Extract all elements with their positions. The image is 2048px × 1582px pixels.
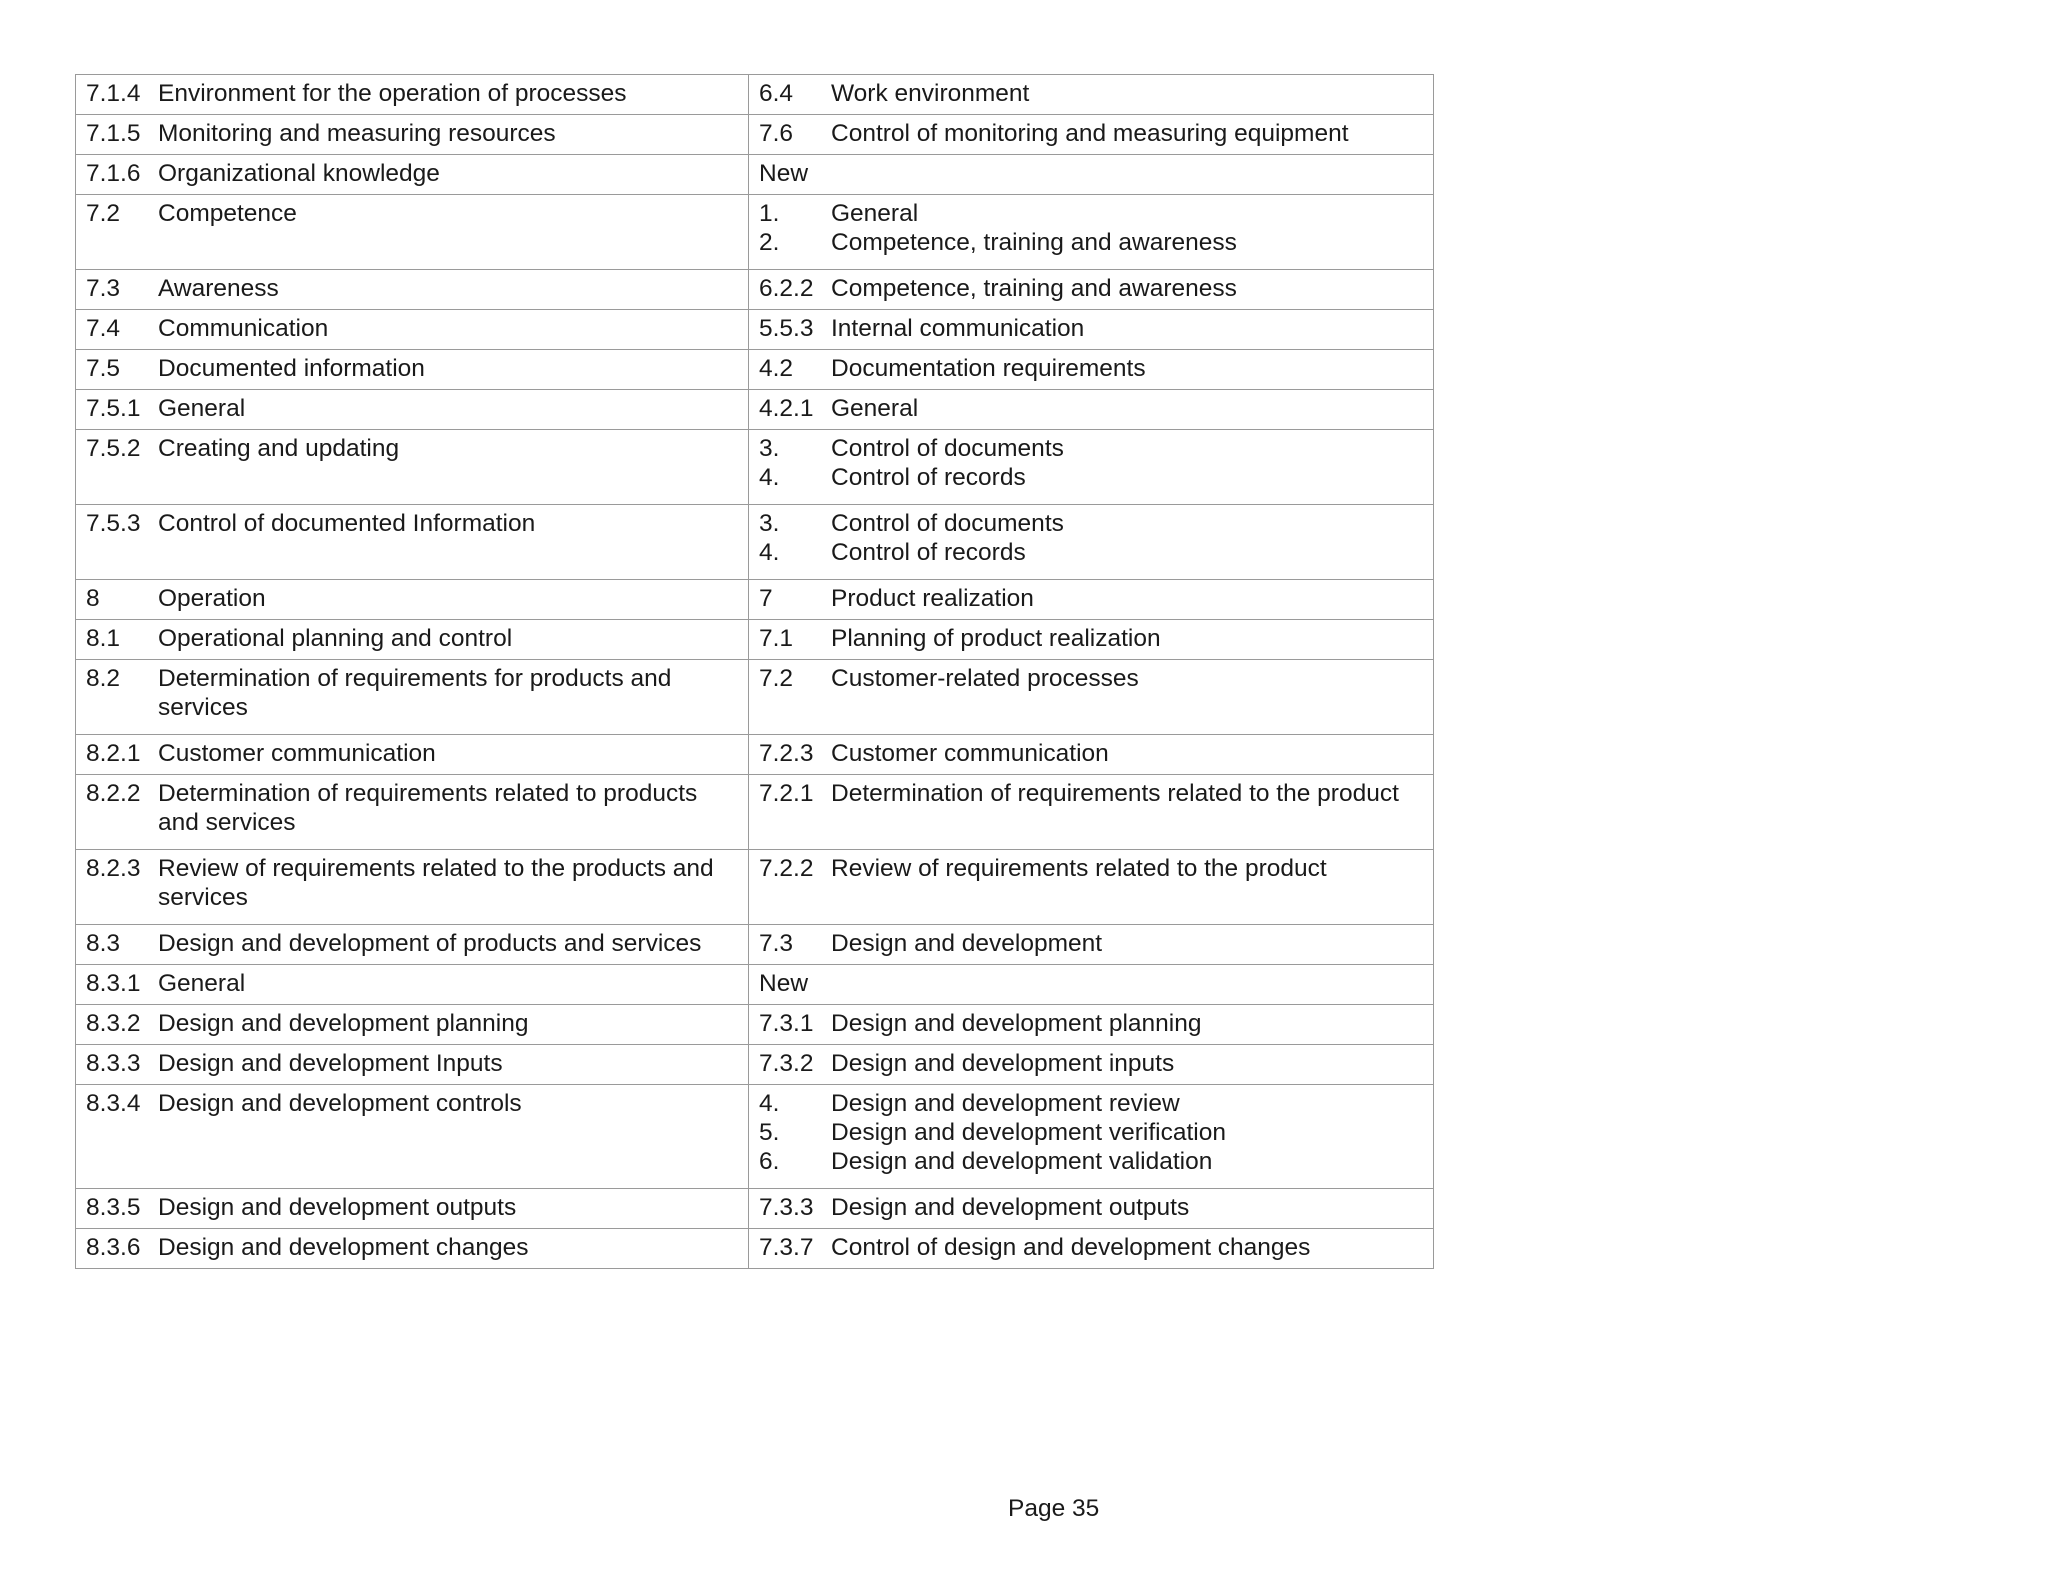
- clause-number: 4.: [759, 464, 780, 491]
- clause-title: Customer communication: [831, 740, 1109, 767]
- table-row: [76, 350, 1434, 390]
- table-row: [76, 925, 1434, 965]
- clause-title: Determination of requirements related to products and services: [158, 780, 698, 836]
- table-row: [76, 775, 1434, 850]
- new-clause-cell: [76, 1005, 749, 1045]
- clause-title: Control of documents: [831, 435, 1064, 462]
- clause-number: 3.: [759, 510, 780, 537]
- clause-entry: [86, 1193, 738, 1222]
- clause-number: 7.5.3: [86, 510, 141, 537]
- table-row: [76, 505, 1434, 580]
- clause-entry: [759, 969, 1423, 998]
- old-clause-cell: [749, 580, 1434, 620]
- clause-entry: [86, 969, 738, 998]
- clause-title: Work environment: [831, 80, 1030, 107]
- clause-number: 8.2.3: [86, 855, 141, 882]
- old-clause-cell: [749, 1189, 1434, 1229]
- clause-title: Competence, training and awareness: [831, 229, 1237, 256]
- clause-correlation-table: [75, 74, 1434, 1269]
- clause-title: Design and development Inputs: [158, 1050, 503, 1077]
- clause-entry: [759, 463, 1423, 492]
- clause-number: 7.3.7: [759, 1234, 814, 1261]
- clause-number: 4.2.1: [759, 395, 814, 422]
- clause-entry: [759, 119, 1423, 148]
- clause-entry: [759, 584, 1423, 613]
- table-row: [76, 1229, 1434, 1269]
- clause-title: Planning of product realization: [831, 625, 1161, 652]
- clause-title: Internal communication: [831, 315, 1085, 342]
- clause-number: 8.3.6: [86, 1234, 141, 1261]
- clause-number: 7.3.2: [759, 1050, 814, 1077]
- new-clause-cell: [76, 1085, 749, 1189]
- clause-title: Control of documented Information: [158, 510, 536, 537]
- old-clause-cell: [749, 310, 1434, 350]
- table-row: [76, 1085, 1434, 1189]
- new-clause-cell: [76, 350, 749, 390]
- clause-title: Operational planning and control: [158, 625, 513, 652]
- table-row: [76, 310, 1434, 350]
- clause-title: Design and development planning: [158, 1010, 529, 1037]
- clause-title: Communication: [158, 315, 329, 342]
- clause-title: Competence, training and awareness: [831, 275, 1237, 302]
- clause-number: 2.: [759, 229, 780, 256]
- clause-number: 7.5.1: [86, 395, 141, 422]
- clause-title: Design and development outputs: [831, 1194, 1190, 1221]
- clause-entry: [759, 538, 1423, 567]
- page-number: Page 35: [1008, 1495, 1100, 1522]
- clause-number: 8.3.2: [86, 1010, 141, 1037]
- old-clause-cell: [749, 390, 1434, 430]
- new-clause-cell: [76, 965, 749, 1005]
- clause-entry: [86, 119, 738, 148]
- clause-number: 7.2: [86, 200, 121, 227]
- clause-title: Awareness: [158, 275, 279, 302]
- clause-number: 7: [759, 585, 773, 612]
- new-clause-cell: [76, 505, 749, 580]
- old-clause-cell: [749, 620, 1434, 660]
- clause-title: Customer-related processes: [831, 665, 1139, 692]
- new-clause-cell: [76, 310, 749, 350]
- clause-number: 7.3: [86, 275, 121, 302]
- clause-entry: [86, 199, 738, 228]
- clause-entry: [759, 1193, 1423, 1222]
- clause-title: Design and development outputs: [158, 1194, 517, 1221]
- clause-number: 5.: [759, 1119, 780, 1146]
- clause-number: 4.2: [759, 355, 794, 382]
- old-clause-cell: [749, 195, 1434, 270]
- table-row: [76, 115, 1434, 155]
- new-clause-cell: [76, 1229, 749, 1269]
- clause-title: Review of requirements related to the products and services: [158, 855, 714, 911]
- clause-number: 8.2.2: [86, 780, 141, 807]
- clause-title: General: [831, 395, 919, 422]
- new-clause-cell: [76, 155, 749, 195]
- clause-title: General: [831, 200, 919, 227]
- old-clause-cell: [749, 965, 1434, 1005]
- old-clause-cell: [749, 850, 1434, 925]
- table-row: [76, 155, 1434, 195]
- table-row: [76, 270, 1434, 310]
- table-row: [76, 195, 1434, 270]
- clause-number: 7.5.2: [86, 435, 141, 462]
- clause-number: 8.3.4: [86, 1090, 141, 1117]
- clause-title: Monitoring and measuring resources: [158, 120, 556, 147]
- clause-number: 7.3: [759, 930, 794, 957]
- clause-entry: [86, 1233, 738, 1262]
- clause-title: Documented information: [158, 355, 425, 382]
- clause-title: Customer communication: [158, 740, 436, 767]
- clause-number: New: [759, 160, 809, 187]
- table-row: [76, 580, 1434, 620]
- clause-title: Control of monitoring and measuring equipment: [831, 120, 1349, 147]
- clause-number: 8.3.5: [86, 1194, 141, 1221]
- clause-title: Documentation requirements: [831, 355, 1146, 382]
- clause-number: 7.5: [86, 355, 121, 382]
- table-row: [76, 430, 1434, 505]
- clause-entry: [759, 1089, 1423, 1118]
- clause-number: 6.4: [759, 80, 794, 107]
- clause-title: [831, 159, 1423, 188]
- clause-entry: [86, 274, 738, 303]
- clause-entry: [759, 929, 1423, 958]
- clause-entry: [86, 314, 738, 343]
- clause-title: Organizational knowledge: [158, 160, 440, 187]
- clause-number: 8.1: [86, 625, 121, 652]
- clause-number: 7.2.3: [759, 740, 814, 767]
- clause-number: 7.1.5: [86, 120, 141, 147]
- clause-title: Product realization: [831, 585, 1034, 612]
- clause-entry: [759, 1009, 1423, 1038]
- clause-number: 8.3: [86, 930, 121, 957]
- clause-title: General: [158, 970, 246, 997]
- clause-entry: [759, 664, 1423, 693]
- clause-entry: [759, 1049, 1423, 1078]
- table-row: [76, 75, 1434, 115]
- clause-number: 7.1: [759, 625, 794, 652]
- new-clause-cell: [76, 390, 749, 430]
- table-row: [76, 1045, 1434, 1085]
- table-row: [76, 1005, 1434, 1045]
- clause-entry: [86, 929, 738, 958]
- new-clause-cell: [76, 1045, 749, 1085]
- clause-entry: [86, 79, 738, 108]
- clause-entry: [86, 354, 738, 383]
- clause-entry: [86, 159, 738, 188]
- clause-title: Design and development of products and services: [158, 930, 702, 957]
- old-clause-cell: [749, 350, 1434, 390]
- old-clause-cell: [749, 505, 1434, 580]
- table-body: [76, 75, 1434, 1269]
- clause-entry: [86, 509, 738, 538]
- clause-title: Operation: [158, 585, 266, 612]
- clause-entry: [759, 79, 1423, 108]
- new-clause-cell: [76, 1189, 749, 1229]
- table-row: [76, 660, 1434, 735]
- old-clause-cell: [749, 1005, 1434, 1045]
- clause-entry: [86, 779, 738, 837]
- clause-entry: [86, 1049, 738, 1078]
- clause-entry: [759, 739, 1423, 768]
- clause-number: 8.2.1: [86, 740, 141, 767]
- clause-number: 4.: [759, 1090, 780, 1117]
- clause-title: Competence: [158, 200, 297, 227]
- clause-number: 7.6: [759, 120, 794, 147]
- clause-number: 8: [86, 585, 100, 612]
- old-clause-cell: [749, 1085, 1434, 1189]
- clause-title: Determination of requirements related to the product: [831, 780, 1399, 807]
- clause-title: Control of design and development changes: [831, 1234, 1311, 1261]
- clause-title: Design and development planning: [831, 1010, 1202, 1037]
- clause-entry: [759, 354, 1423, 383]
- clause-number: 7.4: [86, 315, 121, 342]
- new-clause-cell: [76, 620, 749, 660]
- old-clause-cell: [749, 925, 1434, 965]
- new-clause-cell: [76, 270, 749, 310]
- clause-number: 1.: [759, 200, 780, 227]
- clause-number: 7.3.1: [759, 1010, 814, 1037]
- clause-entry: [86, 739, 738, 768]
- table-row: [76, 390, 1434, 430]
- clause-title: Design and development validation: [831, 1148, 1213, 1175]
- clause-entry: [86, 394, 738, 423]
- new-clause-cell: [76, 775, 749, 850]
- clause-entry: [86, 584, 738, 613]
- old-clause-cell: [749, 735, 1434, 775]
- new-clause-cell: [76, 850, 749, 925]
- old-clause-cell: [749, 775, 1434, 850]
- table-row: [76, 1189, 1434, 1229]
- clause-number: 8.3.1: [86, 970, 141, 997]
- clause-entry: [759, 1233, 1423, 1262]
- clause-entry: [759, 314, 1423, 343]
- table-row: [76, 735, 1434, 775]
- old-clause-cell: [749, 270, 1434, 310]
- clause-number: 7.2.1: [759, 780, 814, 807]
- table-row: [76, 620, 1434, 660]
- new-clause-cell: [76, 735, 749, 775]
- clause-entry: [759, 624, 1423, 653]
- clause-number: 6.2.2: [759, 275, 814, 302]
- clause-title: [831, 969, 1423, 998]
- clause-number: 7.1.4: [86, 80, 141, 107]
- clause-title: Control of records: [831, 539, 1026, 566]
- clause-entry: [86, 854, 738, 912]
- clause-entry: [86, 1009, 738, 1038]
- clause-number: 8.2: [86, 665, 121, 692]
- clause-number: New: [759, 970, 809, 997]
- clause-entry: [86, 664, 738, 722]
- clause-title: Design and development controls: [158, 1090, 522, 1117]
- clause-title: Creating and updating: [158, 435, 400, 462]
- clause-title: Control of records: [831, 464, 1026, 491]
- new-clause-cell: [76, 580, 749, 620]
- clause-title: Environment for the operation of processes: [158, 80, 627, 107]
- clause-entry: [86, 434, 738, 463]
- new-clause-cell: [76, 75, 749, 115]
- clause-title: Design and development changes: [158, 1234, 529, 1261]
- clause-number: 5.5.3: [759, 315, 814, 342]
- clause-title: Determination of requirements for products and services: [158, 665, 672, 721]
- clause-entry: [759, 394, 1423, 423]
- clause-number: 7.3.3: [759, 1194, 814, 1221]
- new-clause-cell: [76, 115, 749, 155]
- clause-number: 7.2: [759, 665, 794, 692]
- clause-entry: [759, 199, 1423, 228]
- table-row: [76, 965, 1434, 1005]
- old-clause-cell: [749, 430, 1434, 505]
- clause-number: 7.1.6: [86, 160, 141, 187]
- old-clause-cell: [749, 1045, 1434, 1085]
- clause-title: Control of documents: [831, 510, 1064, 537]
- new-clause-cell: [76, 925, 749, 965]
- old-clause-cell: [749, 155, 1434, 195]
- clause-entry: [759, 159, 1423, 188]
- clause-number: 4.: [759, 539, 780, 566]
- old-clause-cell: [749, 115, 1434, 155]
- old-clause-cell: [749, 1229, 1434, 1269]
- clause-entry: [759, 434, 1423, 463]
- clause-entry: [86, 624, 738, 653]
- new-clause-cell: [76, 660, 749, 735]
- clause-title: General: [158, 395, 246, 422]
- clause-entry: [759, 509, 1423, 538]
- clause-title: Design and development inputs: [831, 1050, 1175, 1077]
- clause-title: Design and development verification: [831, 1119, 1226, 1146]
- clause-number: 8.3.3: [86, 1050, 141, 1077]
- clause-number: 3.: [759, 435, 780, 462]
- clause-entry: [759, 779, 1423, 808]
- clause-entry: [86, 1089, 738, 1118]
- new-clause-cell: [76, 430, 749, 505]
- new-clause-cell: [76, 195, 749, 270]
- old-clause-cell: [749, 75, 1434, 115]
- clause-title: Review of requirements related to the product: [831, 855, 1327, 882]
- clause-title: Design and development review: [831, 1090, 1180, 1117]
- clause-entry: [759, 1147, 1423, 1176]
- table-row: [76, 850, 1434, 925]
- clause-title: Design and development: [831, 930, 1103, 957]
- clause-entry: [759, 1118, 1423, 1147]
- clause-number: 6.: [759, 1148, 780, 1175]
- clause-number: 7.2.2: [759, 855, 814, 882]
- clause-entry: [759, 854, 1423, 883]
- old-clause-cell: [749, 660, 1434, 735]
- clause-entry: [759, 274, 1423, 303]
- clause-entry: [759, 228, 1423, 257]
